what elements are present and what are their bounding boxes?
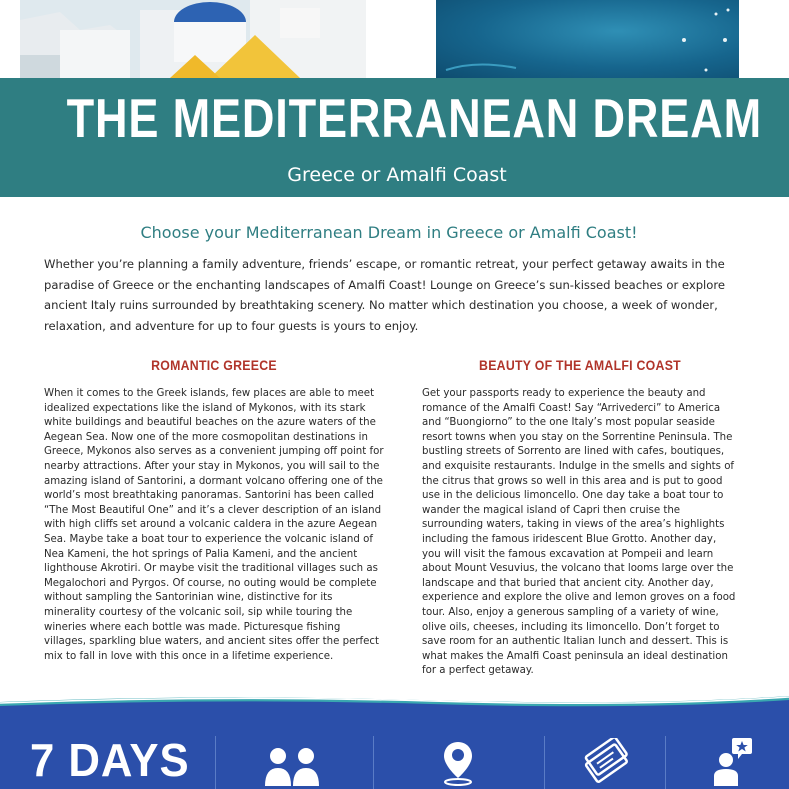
amalfi-body: Get your passports ready to experience the beauty and romance of the Amalfi Coast! Say “Arrivederci” to America and “Buongiorno” to the one Italy’s most popular seaside resort towns when you stay on the Sorrentine Peninsula. The bustling streets of Sorrento are lined with cafes, boutiques, and exquisite restaurants. Indulge in the smells and sights of the citrus that grows so well in this area and is put to good use in the delicious limoncello. One day take a boat tour to wander the magical island of Capri then cruise the surrounding waters, taking in views of the area’s highlights including the famous iridescent Blue Grotto. Another day, you will visit the famous excavation at Pompeii and learn about Mount Vesuvius, the volcano that looms large over the landscape and that buried that ancient city. Another day, experience and explore the olive and lemon groves on a food tour. Also, enjoy a generous sampling of a variety of wine, olive oils, cheeses, including its limoncello. Don’t forget to save room for an authentic Italian lunch and dessert. This is what makes the Amalfi Coast peninsula an ideal destination for a perfect getaway. bbox=[422, 388, 736, 677]
tickets-icon bbox=[583, 738, 631, 789]
greece-heading: ROMANTIC GREECE bbox=[151, 357, 277, 373]
greece-column bbox=[44, 355, 384, 664]
santorini-photo bbox=[20, 0, 366, 78]
duration-label: 7 DAYS bbox=[30, 734, 190, 786]
location-pin-icon bbox=[441, 738, 475, 789]
footer-divider bbox=[665, 736, 666, 789]
footer-bar bbox=[0, 710, 789, 789]
greece-body: When it comes to the Greek islands, few places are able to meet idealized expectations like the island of Mykonos, with its stark white buildings and beautiful beaches on the azure waters of the Aegean Sea. Now one of the more cosmopolitan destinations in Greece, Mykonos also serves as a convenient jumping off point for nearby attractions. After your stay in Mykonos, you will sail to the amazing island of Santorini, a dormant volcano offering one of the world’s most breathtaking panoramas. Santorini has been called “The Most Beautiful One” and it’s a clever description of an island with high cliffs set around a volcanic caldera in the azure Aegean Sea. Maybe take a boat tour to experience the volcanic island of Nea Kameni, the hot springs of Palia Kameni, and the ancient lighthouse Akrotiri. Or maybe visit the traditional villages such as Megalochori and Pyrgos. Of course, no outing would be complete without sampling the Santorinian wine, distinctive for its minerality courtesy of the volcanic soil, sip while touring the wineries where each bottle was made. Picturesque fishing villages, sparkling blue waters, and ancient sites offer the perfect mix to fall in love with this once in a lifetime experience. bbox=[44, 388, 384, 662]
footer-divider bbox=[544, 736, 545, 789]
amalfi-heading: BEAUTY OF THE AMALFI COAST bbox=[479, 357, 681, 373]
sea-photo bbox=[436, 0, 739, 78]
intro-paragraph: Whether you’re planning a family adventure, friends’ escape, or romantic retreat, your perfect getaway awaits in the paradise of Greece or the enchanting landscapes of Amalfi Coast! Lounge on Greece’s sun-kissed beaches or explore ancient Italy ruins surrounded by breathtaking scenery. No matter which destination you choose, a week of wonder, relaxation, and adventure for up to four guests is yours to enjoy. bbox=[44, 257, 726, 333]
person-star-icon bbox=[712, 736, 756, 789]
amalfi-column bbox=[422, 355, 738, 679]
footer-divider bbox=[215, 736, 216, 789]
people-icon bbox=[264, 740, 320, 789]
page-title: THE MEDITERRANEAN DREAM bbox=[66, 87, 762, 149]
title-banner bbox=[0, 78, 789, 197]
page-subtitle: Greece or Amalfi Coast bbox=[287, 164, 507, 186]
footer-divider bbox=[373, 736, 374, 789]
section-headline: Choose your Mediterranean Dream in Greece or Amalfi Coast! bbox=[140, 223, 638, 242]
header-photos bbox=[0, 0, 789, 78]
